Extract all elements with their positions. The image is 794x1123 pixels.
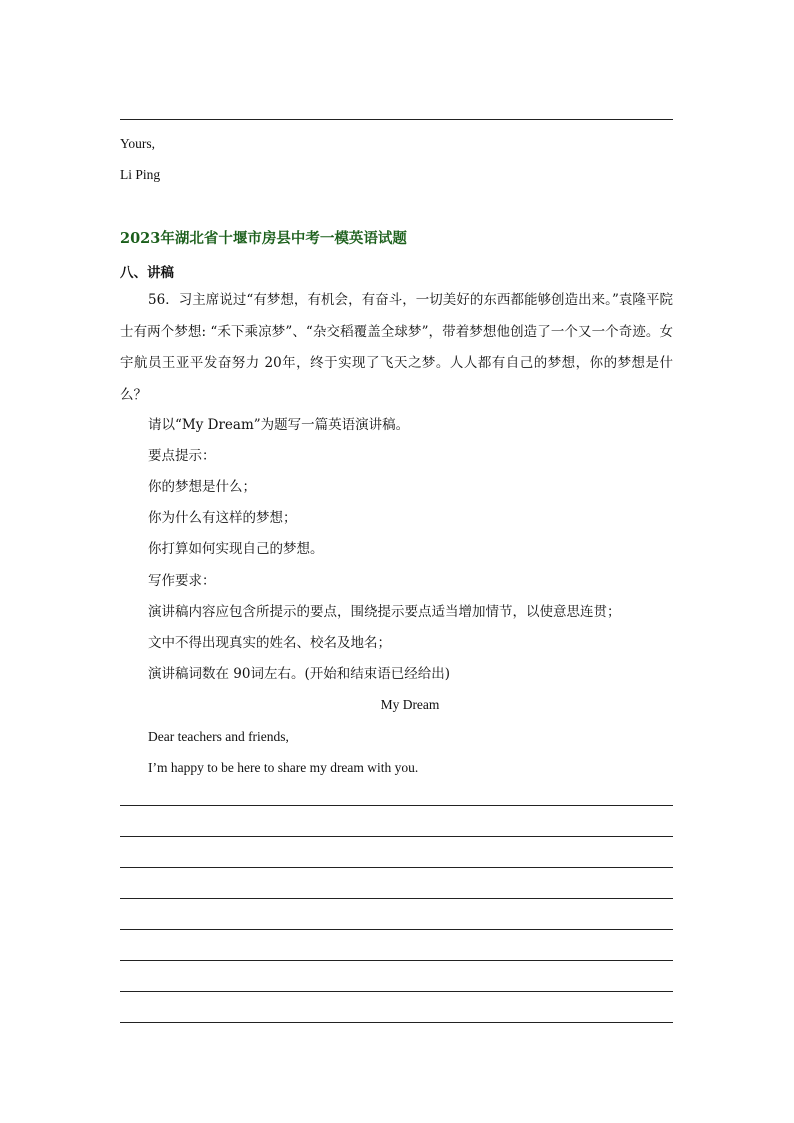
requirement-item: 演讲稿内容应包含所提示的要点，围绕提示要点适当增加情节，以使意思连贯； xyxy=(148,604,621,620)
instruction-text: 请以“My Dream”为题写一篇英语演讲稿。 xyxy=(148,417,410,433)
writing-line-top xyxy=(120,119,673,120)
requirement-item: 演讲稿词数在 90词左右。(开始和结束语已经给出) xyxy=(148,666,451,682)
points-heading: 要点提示： xyxy=(148,448,216,464)
point-item: 你的梦想是什么； xyxy=(148,479,256,495)
closing-name: Li Ping xyxy=(120,167,161,182)
writing-line xyxy=(120,929,673,930)
closing-yours: Yours, xyxy=(120,136,156,151)
writing-line xyxy=(120,960,673,961)
writing-line xyxy=(120,1022,673,1023)
requirement-item: 文中不得出现真实的姓名、校名及地名； xyxy=(148,635,391,651)
question-paragraph: 56．习主席说过“有梦想，有机会，有奋斗，一切美好的东西都能够创造出来。”袁隆平院士有两个梦想: “禾下乘凉梦”、“杂交稻覆盖全球梦”，带着梦想他创造了一个又一个奇迹。女宇航员王亚平发奋努力 20年，终于实现了飞天之梦。人人都有自己的梦想，你的梦想是什么？ xyxy=(120,292,673,403)
section-heading: 八、讲稿 xyxy=(120,265,174,281)
essay-opening: I’m happy to be here to share my dream with you. xyxy=(148,760,419,775)
exam-title: 2023年湖北省十堰市房县中考一模英语试题 xyxy=(120,230,407,247)
writing-line xyxy=(120,836,673,837)
essay-title: My Dream xyxy=(380,697,440,712)
point-item: 你为什么有这样的梦想； xyxy=(148,510,297,526)
writing-line xyxy=(120,867,673,868)
writing-line xyxy=(120,805,673,806)
essay-greeting: Dear teachers and friends, xyxy=(148,729,289,744)
requirements-heading: 写作要求： xyxy=(148,573,216,589)
writing-line xyxy=(120,898,673,899)
point-item: 你打算如何实现自己的梦想。 xyxy=(148,541,324,557)
writing-line xyxy=(120,991,673,992)
